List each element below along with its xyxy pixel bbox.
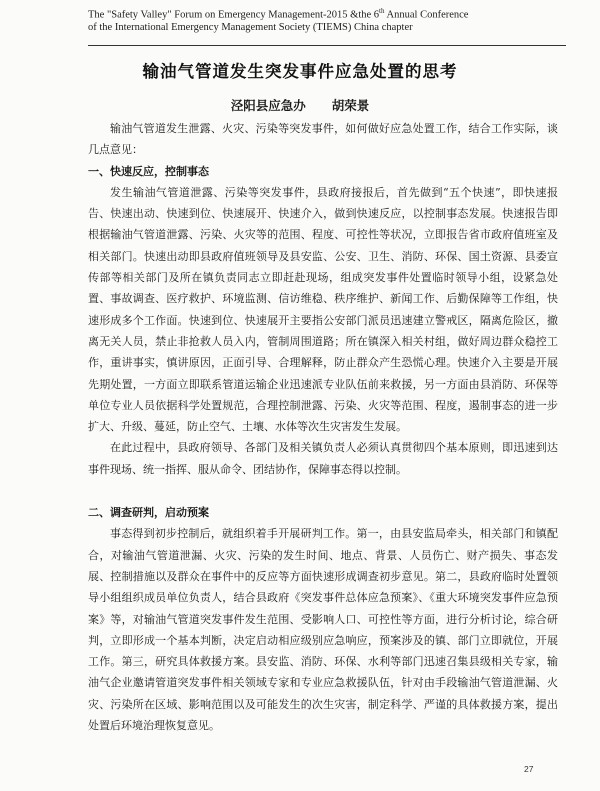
section-1-heading: 一、快速反应，控制事态 <box>88 164 209 178</box>
section-2-heading: 二、调查研判，启动预案 <box>88 506 209 520</box>
section-1-paragraph-1: 发生输油气管道泄露、污染等突发事件，县政府接报后，首先做到“五个快速”，即快速报告、快速出动、快速到位、快速展开、快速介入，做到快速反应，以控制事态发展。快速报告即根据输油气管道泄露、污染、火灾等的范围、程度、可控性等状况，立即报告省市政府值班室及相关部门。快速出动即县政府值班领导及县安监、公安、卫生、消防、环保、国土资源、县委宣传部等相关部门及所在镇负责同志立即赶赴现场，组成突发事件处置临时领导小组，设紧急处置、事故调查、医疗救护、环境监测、信访维稳、秩序维护、新闻工作、后勤保障等工作组，快速形成多个工作面。快速到位、快速展开主要指公安部门派员迅速建立警戒区，隔离危险区，撤离无关人员，禁止非抢救人员入内，管制周围道路；所在镇深入相关村组，做好周边群众稳控工作，重讲事实，慎讲原因，正面引导、合理解释，防止群众产生恐慌心理。快速介入主要是开展先期处置，一方面立即联系管道运输企业迅速派专业队伍前来救援，另一方面由县消防、环保等单位专业人员依据科学处置规范，合理控制泄露、污染、火灾等范围、程度，遏制事态的进一步扩大、升级、蔓延，防止空气、土壤、水体等次生灾害发生发展。 <box>88 185 558 434</box>
article-title: 输油气管道发生突发事件应急处置的思考 <box>142 62 458 81</box>
section-1-paragraph-2: 在此过程中，县政府领导、各部门及相关镇负责人必须认真贯彻四个基本原则，即迅速到达事件现场、统一指挥、服从命令、团结协作，保障事态得以控制。 <box>88 441 558 476</box>
header-line-2: of the International Emergency Management Society (TIEMS) China chapter <box>88 22 413 33</box>
intro-paragraph: 输油气管道发生泄露、火灾、污染等突发事件，如何做好应急处置工作，结合工作实际，谈几点意见： <box>88 122 558 157</box>
header-rule <box>88 45 566 46</box>
section-gap <box>88 480 558 502</box>
conference-header <box>88 5 588 35</box>
author-name: 胡荣景 <box>331 98 370 113</box>
author-line <box>0 96 600 114</box>
header-superscript: th <box>379 7 385 15</box>
header-line-1: The "Safety Valley" Forum on Emergency Management-2015 &the 6th Annual Conference <box>88 7 469 21</box>
author-affiliation: 泾阳县应急办 <box>230 98 306 113</box>
section-2-paragraph-1: 事态得到初步控制后，就组织着手开展研判工作。第一，由县安监局牵头，相关部门和镇配合，对输油气管道泄漏、火灾、污染的发生时间、地点、背景、人员伤亡、财产损失、事态发展、控制措施以及群众在事件中的反应等方面快速形成调查初步意见。第二，县政府临时处置领导小组组织成员单位负责人，结合县政府《突发事件总体应急预案》、《重大环境突发事件应急预案》等，对输油气管道突发事件发生范围、受影响人口、可控性等方面，进行分析讨论，综合研判，立即形成一个基本判断，决定启动相应级别应急响应，预案涉及的镇、部门立即就位，开展工作。第三，研究具体救援方案。县安监、消防、环保、水利等部门迅速召集县级相关专家，输油气企业邀请管道突发事件相关领域专家和专业应急救援队伍，针对由手段输油气管道泄漏、火灾、污染所在区域、影响范围以及可能发生的次生灾害，制定科学、严谨的具体救援方案，提出处置后环境治理恢复意见。 <box>88 527 558 733</box>
page-number: 27 <box>524 764 534 774</box>
article-body <box>88 118 558 736</box>
